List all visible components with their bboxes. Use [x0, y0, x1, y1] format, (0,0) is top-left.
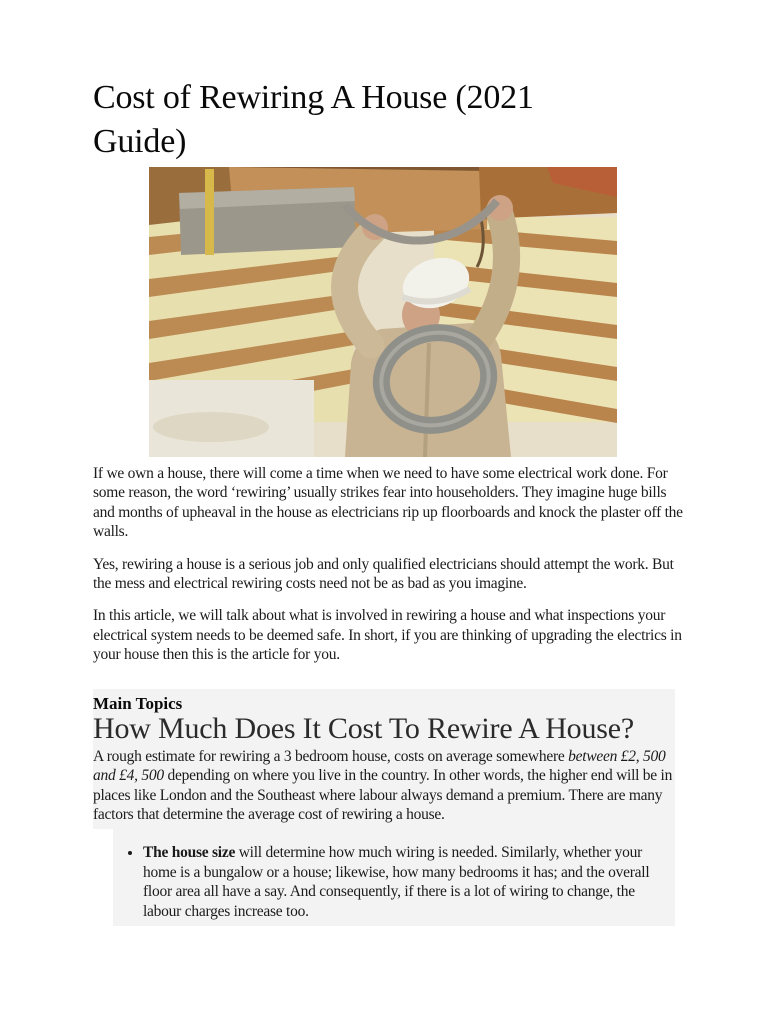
intro-paragraph-1: If we own a house, there will come a time when we need to have some electrical work done. For some reason, the word ‘rewiring’ usually strikes fear into householders. They imagine huge bills and months of upheaval in the house as electricians rip up floorboards and knock the plaster off the walls.: [93, 465, 683, 541]
bullet-lead: The house size: [143, 844, 236, 862]
cost-estimate-post: depending on where you live in the country. In other words, the higher end will be in places like London and the Southeast where labour always demand a premium. There are many factors that determine the average cost of rewiring a house.: [93, 767, 673, 823]
document-content: [93, 0, 685, 926]
cost-range-italic: between £2, 500 and £4, 500: [93, 747, 666, 785]
cost-estimate-pre: A rough estimate for rewiring a 3 bedroom house, costs on average somewhere: [93, 747, 569, 765]
bullet-text: will determine how much wiring is needed. Similarly, whether your home is a bungalow or a house; likewise, how many bedrooms it has; and the overall floor area all have a say. And consequently, if there is a lot of wiring to change, the labour charges increase too.: [143, 844, 650, 920]
intro-paragraph-3: In this article, we will talk about what is involved in rewiring a house and what inspections your electrical system needs to be deemed safe. In short, if you are thinking of upgrading the electrics in your house then this is the article for you.: [93, 607, 682, 664]
cost-estimate-paragraph: [93, 747, 675, 825]
article-photo: [149, 167, 617, 457]
section-heading: How Much Does It Cost To Rewire A House?: [93, 711, 634, 745]
main-topics-section: [93, 689, 675, 830]
factors-list-section: [113, 829, 675, 926]
intro-paragraph-2: Yes, rewiring a house is a serious job and only qualified electricians should attempt the work. But the mess and electrical rewiring costs need not be as bad as you imagine.: [93, 555, 674, 593]
ceiling-wiring-illustration: [149, 167, 617, 457]
main-topics-label: Main Topics: [93, 693, 183, 713]
factors-list: [113, 843, 675, 921]
bullet-item-house-size: [143, 843, 675, 921]
page-title: Cost of Rewiring A House (2021 Guide): [93, 79, 534, 160]
